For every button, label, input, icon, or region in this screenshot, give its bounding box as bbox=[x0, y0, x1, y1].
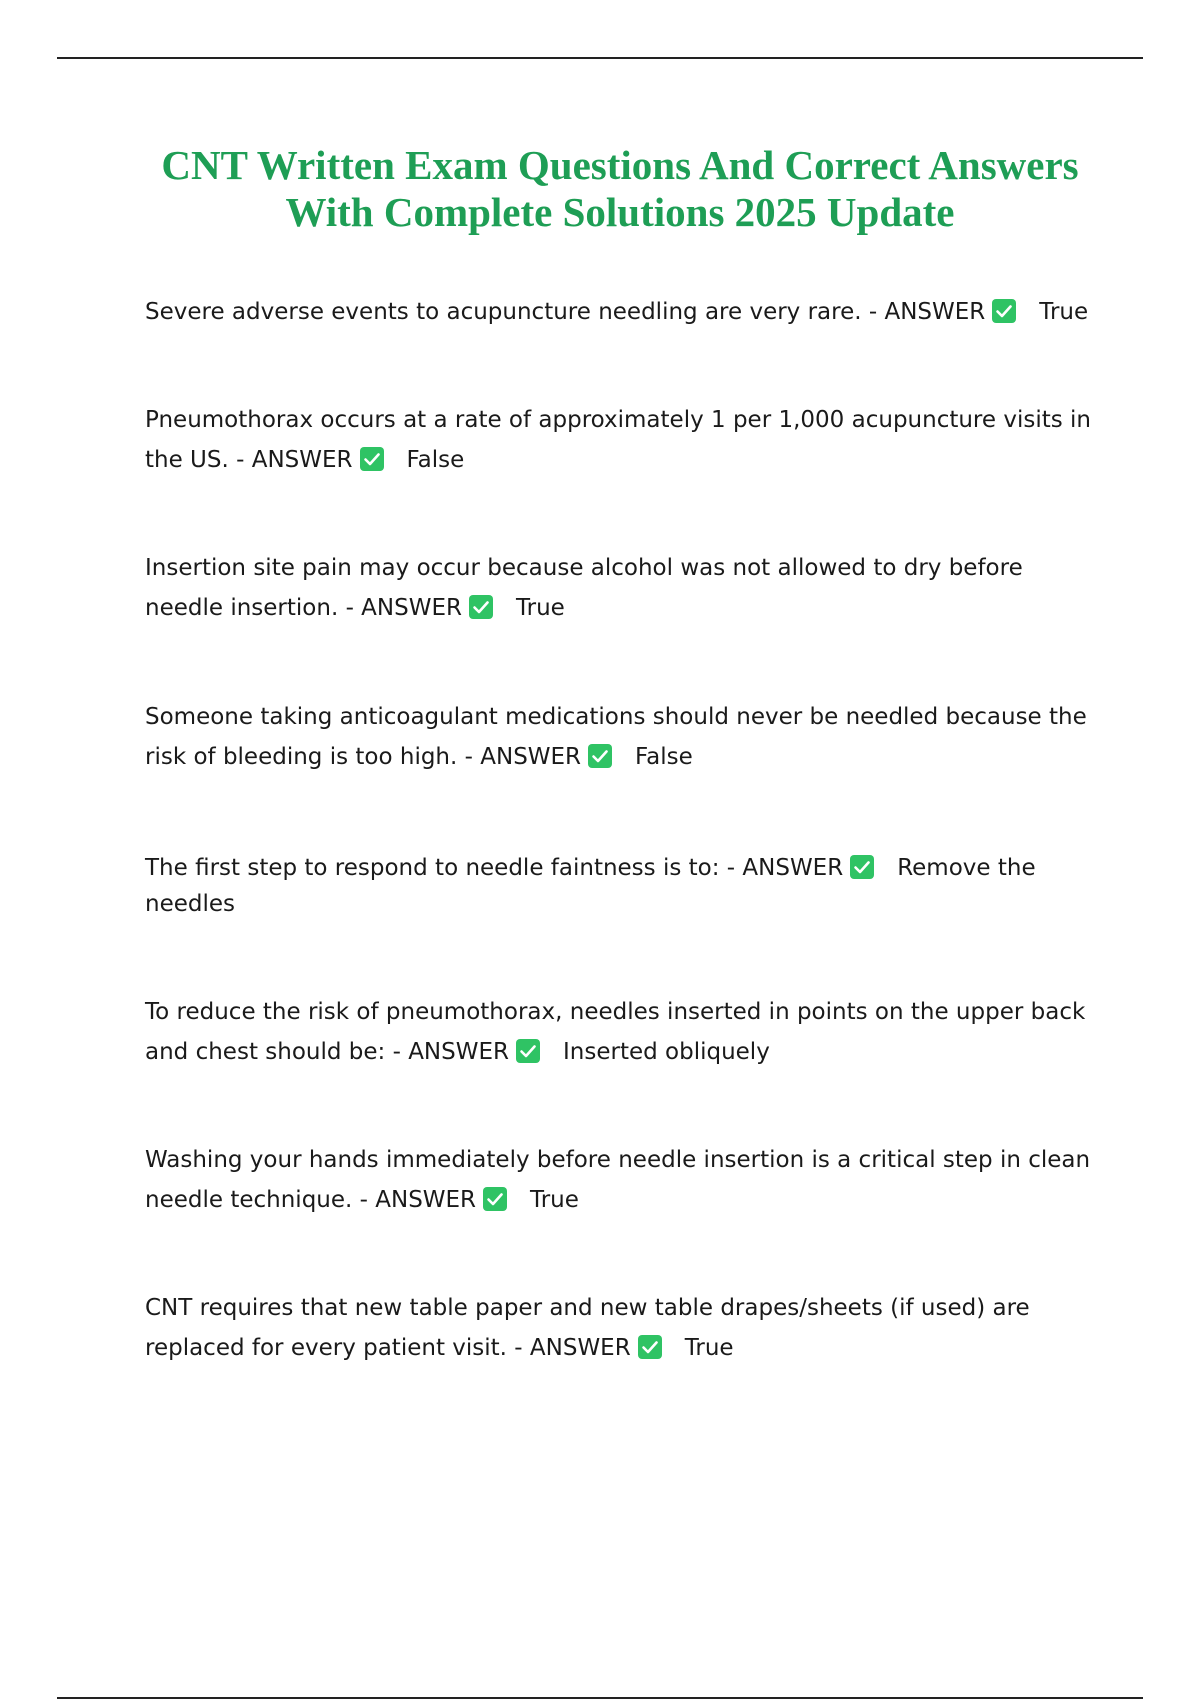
check-mark-icon bbox=[991, 298, 1017, 324]
check-mark-icon bbox=[482, 1186, 508, 1212]
question-text: Washing your hands immediately before needle insertion is a critical step in clean needle technique. bbox=[145, 1147, 1091, 1213]
page-title bbox=[80, 142, 1160, 236]
answer-label: - ANSWER bbox=[338, 595, 462, 621]
answer-label: - ANSWER bbox=[719, 855, 844, 881]
check-mark-icon bbox=[468, 594, 494, 620]
question-text: Pneumothorax occurs at a rate of approximately 1 per 1,000 acupuncture visits in the US. bbox=[145, 407, 1091, 473]
title-line-1: CNT Written Exam Questions And Correct Answers bbox=[161, 142, 1079, 188]
answer-label: - ANSWER bbox=[506, 1335, 631, 1361]
question-text: To reduce the risk of pneumothorax, needles inserted in points on the upper back and chest should be: bbox=[145, 999, 1086, 1065]
qa-item bbox=[145, 1140, 1105, 1220]
qa-item bbox=[145, 850, 1105, 922]
answer-label: - ANSWER bbox=[861, 299, 986, 325]
answer-label: - ANSWER bbox=[457, 744, 582, 770]
check-mark-icon bbox=[637, 1334, 663, 1360]
qa-item bbox=[145, 1288, 1105, 1368]
check-mark-icon bbox=[587, 743, 613, 769]
answer-value: Inserted obliquely bbox=[563, 1039, 770, 1065]
answer-value: False bbox=[406, 447, 465, 473]
answer-value: Remove the needles bbox=[145, 855, 1036, 917]
title-line-2: With Complete Solutions 2025 Update bbox=[285, 189, 955, 235]
answer-value: True bbox=[530, 1187, 579, 1213]
check-mark-icon bbox=[515, 1038, 541, 1064]
answer-label: - ANSWER bbox=[228, 447, 353, 473]
qa-item bbox=[145, 400, 1105, 480]
answer-value: True bbox=[515, 595, 565, 621]
qa-item bbox=[145, 992, 1105, 1072]
check-mark-icon bbox=[359, 446, 385, 472]
answer-label: - ANSWER bbox=[352, 1187, 477, 1213]
question-text: Severe adverse events to acupuncture needling are very rare. bbox=[145, 299, 862, 325]
bottom-rule bbox=[57, 1697, 1143, 1699]
answer-label: - ANSWER bbox=[385, 1039, 509, 1065]
question-text: CNT requires that new table paper and new table drapes/sheets (if used) are replaced for every patient visit. bbox=[145, 1295, 1030, 1361]
answer-value: True bbox=[684, 1335, 734, 1361]
check-mark-icon bbox=[849, 854, 875, 880]
qa-item bbox=[145, 697, 1105, 777]
question-text: Someone taking anticoagulant medications should never be needled because the risk of bleeding is too high. bbox=[145, 704, 1087, 770]
qa-item bbox=[145, 292, 1105, 332]
qa-item bbox=[145, 548, 1105, 628]
question-text: Insertion site pain may occur because alcohol was not allowed to dry before needle insertion. bbox=[145, 555, 1023, 621]
answer-value: False bbox=[635, 744, 693, 770]
top-rule bbox=[57, 57, 1143, 59]
question-text: The first step to respond to needle faintness is to: bbox=[145, 855, 720, 881]
answer-value: True bbox=[1039, 299, 1089, 325]
